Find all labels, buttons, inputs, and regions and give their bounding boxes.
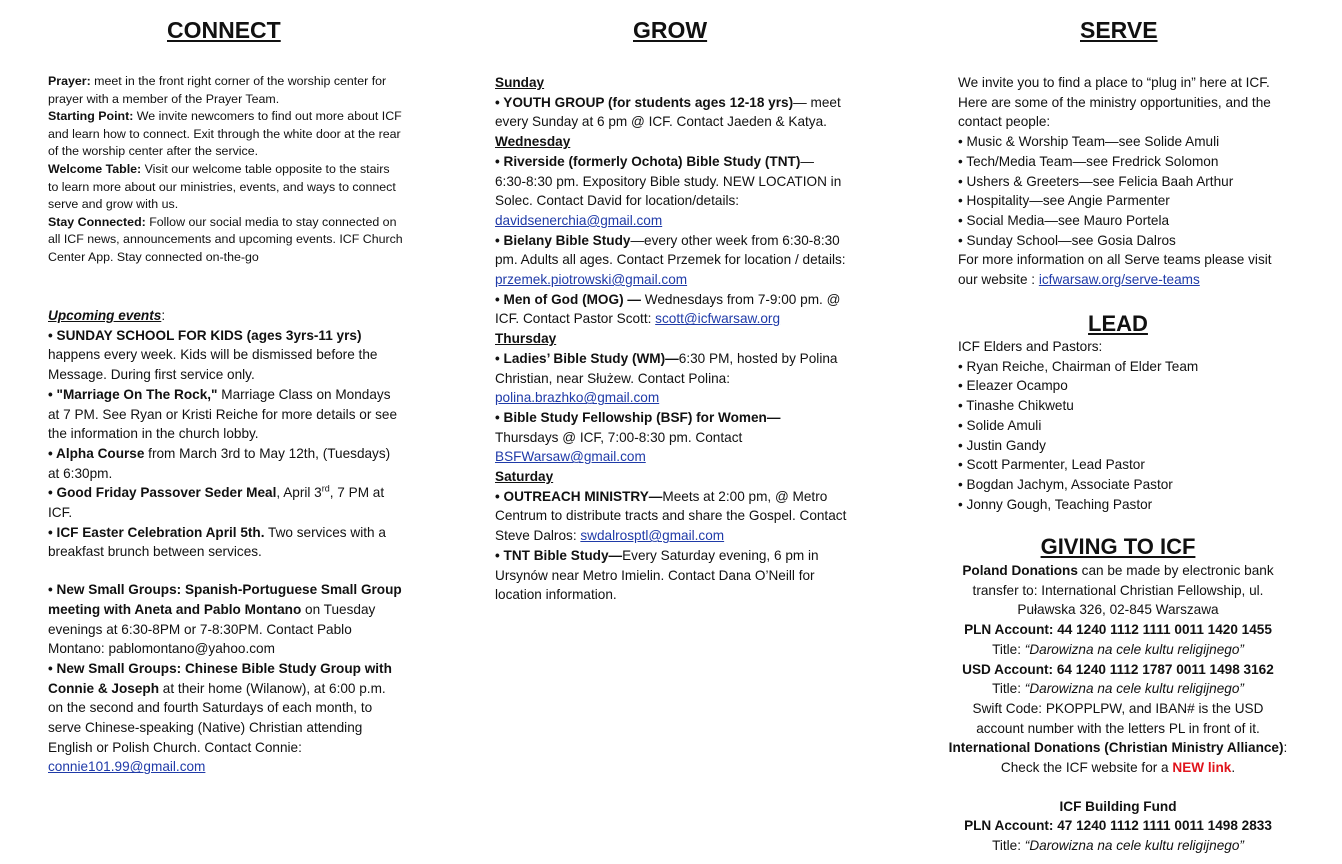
serve-item: • Sunday School—see Gosia Dalros (958, 232, 1176, 248)
lead-item: • Jonny Gough, Teaching Pastor (958, 496, 1153, 512)
serve-intro: We invite you to find a place to “plug in” here at ICF. Here are some of the ministry opportunities, and the contact people: (958, 75, 1271, 130)
day-saturday: Saturday (495, 469, 554, 485)
serve-heading: SERVE (1080, 17, 1158, 43)
connie-email-link[interactable]: connie101.99@gmail.com (48, 759, 206, 775)
serve-column (958, 73, 1288, 290)
international-donations: International Donations (Christian Ministry Alliance): Check the ICF website for a NEW link. (948, 740, 1288, 776)
lead-item: • Bogdan Jachym, Associate Pastor (958, 476, 1173, 492)
grow-men-of-god: • Men of God (MOG) — Wednesdays from 7-9:00 pm. @ ICF. Contact Pastor Scott: scott@icfwarsaw.org (495, 291, 841, 327)
event-marriage: • "Marriage On The Rock," Marriage Class on Mondays at 7 PM. See Ryan or Kristi Reiche for more details or see the information in the church lobby. (48, 386, 398, 442)
lead-item: • Ryan Reiche, Chairman of Elder Team (958, 358, 1199, 374)
event-sunday-school: • SUNDAY SCHOOL FOR KIDS (ages 3yrs-11 yrs) happens every week. Kids will be dismissed before the Message. During first service only. (48, 327, 378, 383)
serve-teams-link[interactable]: icfwarsaw.org/serve-teams (1038, 272, 1200, 288)
pln-title: Title: “Darowizna na cele kultu religijnego” (992, 641, 1244, 657)
przemek-email-link[interactable]: przemek.piotrowski@gmail.com (495, 272, 688, 288)
grow-youth-group: • YOUTH GROUP (for students ages 12-18 yrs)— meet every Sunday at 6 pm @ ICF. Contact Jaeden & Katya. (495, 94, 841, 130)
lead-item: • Eleazer Ocampo (958, 378, 1068, 394)
pln-account: PLN Account: 44 1240 1112 1111 0011 1420 1455 (964, 622, 1272, 638)
usd-title: Title: “Darowizna na cele kultu religijnego” (992, 681, 1244, 697)
starting-point-paragraph: Starting Point: We invite newcomers to find out more about ICF and learn how to connect. Exit through the white door at the rear of the worship center after the service. (48, 109, 402, 159)
day-sunday: Sunday (495, 75, 545, 90)
lead-item: • Tinashe Chikwetu (958, 398, 1074, 414)
prayer-paragraph: Prayer: meet in the front right corner of the worship center for prayer with a member of the Prayer Team. (48, 74, 387, 106)
grow-tnt: • TNT Bible Study—Every Saturday evening, 6 pm in Ursynów near Metro Imielin. Contact Dana O’Neill for location information. (495, 547, 819, 603)
upcoming-events-heading: Upcoming events: (48, 308, 166, 323)
upcoming-events (48, 306, 403, 777)
lead-intro: ICF Elders and Pastors: (958, 339, 1103, 354)
serve-more-info: For more information on all Serve teams please visit our website : icfwarsaw.org/serve-teams (958, 252, 1272, 288)
day-thursday: Thursday (495, 331, 557, 347)
serve-item: • Music & Worship Team—see Solide Amuli (958, 134, 1220, 150)
welcome-table-label: Welcome Table: (48, 161, 142, 176)
usd-account: USD Account: 64 1240 1112 1787 0011 1498 3162 (962, 661, 1274, 677)
event-spanish-group: • New Small Groups: Spanish-Portuguese Small Group meeting with Aneta and Pablo Montano on Tuesday evenings at 6:30-8PM or 7-8:30PM. Contact Pablo Montano: pablomontano@yahoo.com (48, 582, 402, 657)
serve-item: • Hospitality—see Angie Parmenter (958, 193, 1170, 209)
grow-ladies: • Ladies’ Bible Study (WM)—6:30 PM, hosted by Polina Christian, near Służew. Contact Polina: polina.brazhko@gmail.com (495, 350, 838, 406)
welcome-table-paragraph: Welcome Table: Visit our welcome table opposite to the stairs to learn more about our ministries, events, and ways to connect serve and grow with us. (48, 161, 396, 212)
lead-heading: LEAD (1088, 311, 1148, 336)
lead-item: • Solide Amuli (958, 417, 1042, 433)
building-fund-heading: ICF Building Fund (1059, 798, 1177, 814)
prayer-label: Prayer: (48, 74, 91, 88)
day-wednesday: Wednesday (495, 134, 571, 150)
scott-email-link[interactable]: scott@icfwarsaw.org (655, 311, 781, 327)
spacer (48, 562, 403, 580)
event-chinese-group: • New Small Groups: Chinese Bible Study Group with Connie & Joseph at their home (Wilanow), at 6:00 p.m. on the second and fourth Saturdays of each month, to serve Chinese-speaking (Native) Christian attending English or Polish Church. Contact Connie: connie101.99@gmail.com (48, 660, 392, 775)
grow-bielany: • Bielany Bible Study—every other week from 6:30-8:30 pm. Adults all ages. Contact Przemek for location / details: przemek.piotrowski@gmail.com (495, 232, 846, 288)
lead-list (958, 337, 1288, 514)
lead-item: • Justin Gandy (958, 437, 1046, 453)
giving-section (948, 534, 1288, 560)
building-fund-title: Title: “Darowizna na cele kultu religijnego” (992, 838, 1244, 854)
grow-heading: GROW (633, 17, 708, 43)
stay-connected-label: Stay Connected: (48, 214, 146, 229)
grow-column (495, 73, 847, 605)
event-easter: • ICF Easter Celebration April 5th. Two services with a breakfast brunch between services. (48, 524, 386, 560)
spacer (948, 778, 1288, 797)
stay-connected-paragraph: Stay Connected: Follow our social media to stay connected on all ICF news, announcements and upcoming events. ICF Church Center App. Stay connected on-the-go (48, 214, 403, 264)
grow-riverside: • Riverside (formerly Ochota) Bible Study (TNT)— 6:30-8:30 pm. Expository Bible study. NEW LOCATION in Solec. Contact David for location/details: davidsenerchia@gmail.com (495, 153, 842, 228)
new-link[interactable]: NEW link (1172, 760, 1232, 776)
serve-item: • Social Media—see Mauro Portela (958, 212, 1170, 228)
polina-email-link[interactable]: polina.brazhko@gmail.com (495, 390, 660, 406)
connect-column (48, 73, 403, 267)
lead-item: • Scott Parmenter, Lead Pastor (958, 457, 1145, 473)
david-email-link[interactable]: davidsenerchia@gmail.com (495, 212, 663, 228)
lead-section (958, 311, 1278, 337)
bsf-email-link[interactable]: BSFWarsaw@gmail.com (495, 449, 646, 465)
serve-item: • Ushers & Greeters—see Felicia Baah Arthur (958, 173, 1234, 189)
starting-point-label: Starting Point: (48, 109, 134, 124)
grow-bsf: • Bible Study Fellowship (BSF) for Women— Thursdays @ ICF, 7:00-8:30 pm. Contact BSFWarsaw@gmail.com (495, 409, 781, 465)
swift-code: Swift Code: PKOPPLPW, and IBAN# is the USD account number with the letters PL in front of it. (972, 700, 1264, 736)
giving-heading: GIVING TO ICF (1040, 534, 1196, 559)
serve-item: • Tech/Media Team—see Fredrick Solomon (958, 153, 1219, 169)
event-good-friday: • Good Friday Passover Seder Meal, April 3rd, 7 PM at ICF. (48, 483, 385, 521)
poland-donations: Poland Donations can be made by electronic bank transfer to: International Christian Fellowship, ul. Puławska 326, 02-845 Warszawa (962, 563, 1274, 618)
steve-email-link[interactable]: swdalrosptl@gmail.com (580, 528, 725, 544)
connect-heading: CONNECT (167, 17, 281, 43)
building-fund-account: PLN Account: 47 1240 1112 1111 0011 1498 2833 (964, 818, 1272, 834)
giving-details (948, 561, 1288, 856)
event-alpha: • Alpha Course from March 3rd to May 12th, (Tuesdays) at 6:30pm. (48, 445, 391, 481)
grow-outreach: • OUTREACH MINISTRY—Meets at 2:00 pm, @ Metro Centrum to distribute tracts and share the Gospel. Contact Steve Dalros: swdalrosptl@gmail.com (495, 488, 847, 544)
